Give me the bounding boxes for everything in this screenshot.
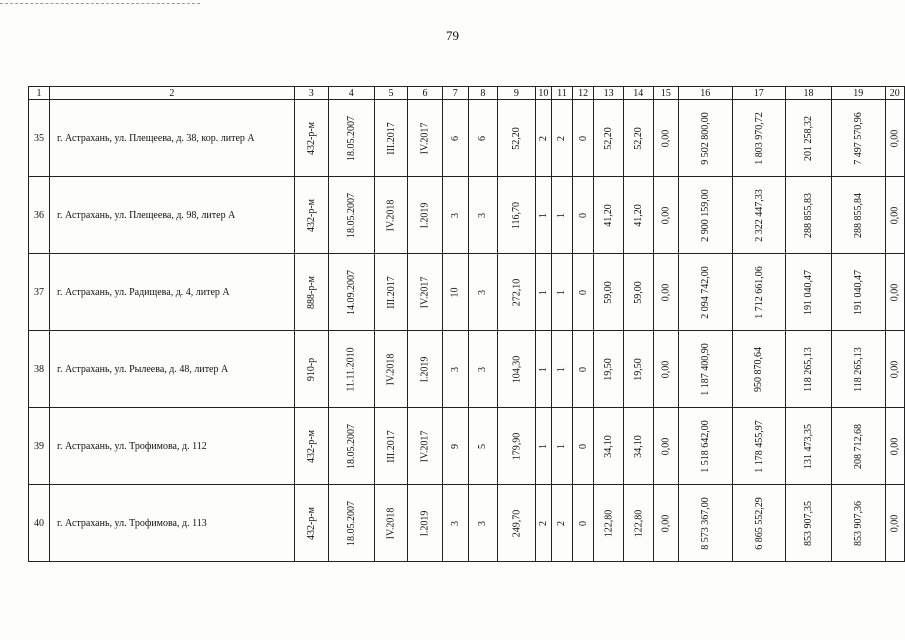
cell-c16 bbox=[679, 485, 733, 562]
cell-value-q1: III.2017 bbox=[385, 275, 397, 309]
column-number-13: 13 bbox=[594, 87, 623, 100]
cell-value-c8: 3 bbox=[477, 520, 489, 526]
cell-value-doc: 888-р-м bbox=[305, 275, 317, 309]
cell-value-c11: 1 bbox=[556, 443, 568, 449]
cell-value-c10: 2 bbox=[537, 135, 549, 141]
cell-value-c19: 191 040,47 bbox=[852, 269, 864, 315]
cell-c14 bbox=[623, 331, 653, 408]
column-number-19: 19 bbox=[832, 87, 886, 100]
cell-doc bbox=[294, 254, 328, 331]
cell-c9 bbox=[498, 177, 536, 254]
cell-value-q1: IV.2018 bbox=[385, 199, 397, 231]
cell-value-q1: III.2017 bbox=[385, 429, 397, 463]
cell-doc bbox=[294, 177, 328, 254]
cell-c12 bbox=[572, 408, 594, 485]
cell-value-c14: 122,80 bbox=[632, 509, 644, 537]
cell-c7 bbox=[442, 254, 468, 331]
row-number: 36 bbox=[29, 177, 50, 254]
cell-q2 bbox=[408, 408, 443, 485]
cell-value-c17: 1 712 661,06 bbox=[753, 265, 765, 319]
row-number: 40 bbox=[29, 485, 50, 562]
scan-edge-rule bbox=[0, 3, 200, 4]
cell-c19 bbox=[832, 254, 886, 331]
column-number-15: 15 bbox=[653, 87, 678, 100]
cell-value-c18: 201 258,32 bbox=[803, 115, 814, 161]
cell-value-doc: 432-р-м bbox=[305, 429, 317, 463]
cell-value-c11: 1 bbox=[556, 212, 568, 218]
cell-value-c12: 0 bbox=[577, 212, 589, 218]
cell-c15 bbox=[653, 254, 678, 331]
cell-value-c8: 3 bbox=[477, 289, 489, 295]
column-number-8: 8 bbox=[468, 87, 498, 100]
table-row bbox=[29, 254, 905, 331]
cell-value-c14: 41,20 bbox=[632, 203, 644, 227]
column-number-4: 4 bbox=[328, 87, 374, 100]
cell-q2 bbox=[408, 100, 443, 177]
cell-value-c7: 3 bbox=[449, 520, 461, 526]
column-number-9: 9 bbox=[498, 87, 536, 100]
cell-value-date: 14.09.2007 bbox=[345, 269, 357, 315]
cell-c15 bbox=[653, 331, 678, 408]
cell-c17 bbox=[732, 485, 786, 562]
column-number-12: 12 bbox=[572, 87, 594, 100]
cell-c7 bbox=[442, 100, 468, 177]
cell-q1 bbox=[374, 177, 408, 254]
cell-date bbox=[328, 100, 374, 177]
address-cell: г. Астрахань, ул. Плещеева, д. 98, литер А bbox=[50, 177, 295, 254]
cell-q1 bbox=[374, 254, 408, 331]
cell-c14 bbox=[623, 254, 653, 331]
cell-value-c7: 3 bbox=[449, 366, 461, 372]
table-row bbox=[29, 408, 905, 485]
cell-value-c18: 131 473,35 bbox=[803, 423, 814, 469]
cell-value-c18: 853 907,35 bbox=[803, 500, 814, 546]
column-number-6: 6 bbox=[408, 87, 443, 100]
cell-c17 bbox=[732, 331, 786, 408]
cell-c11 bbox=[551, 254, 572, 331]
cell-c18 bbox=[786, 254, 832, 331]
cell-value-c11: 1 bbox=[556, 366, 568, 372]
cell-value-c20: 0,00 bbox=[889, 206, 901, 224]
cell-value-c12: 0 bbox=[577, 366, 589, 372]
cell-c18 bbox=[786, 331, 832, 408]
cell-value-c18: 118 265,13 bbox=[802, 346, 814, 392]
cell-q1 bbox=[374, 485, 408, 562]
cell-c20 bbox=[885, 254, 905, 331]
cell-c13 bbox=[594, 331, 623, 408]
cell-value-c18: 288 855,83 bbox=[803, 192, 814, 238]
cell-value-c14: 34,10 bbox=[632, 434, 644, 458]
cell-value-q1: III.2017 bbox=[385, 121, 397, 155]
cell-c13 bbox=[594, 100, 623, 177]
cell-c12 bbox=[572, 177, 594, 254]
table-row bbox=[29, 331, 905, 408]
cell-value-c10: 1 bbox=[537, 443, 549, 449]
cell-c13 bbox=[594, 485, 623, 562]
cell-q2 bbox=[408, 177, 443, 254]
cell-c16 bbox=[679, 254, 733, 331]
cell-q2 bbox=[408, 331, 443, 408]
cell-c11 bbox=[551, 485, 572, 562]
cell-value-c19: 208 712,68 bbox=[852, 423, 864, 469]
cell-c8 bbox=[468, 177, 498, 254]
cell-c8 bbox=[468, 485, 498, 562]
cell-value-c13: 122,80 bbox=[603, 509, 615, 537]
cell-value-c7: 3 bbox=[449, 212, 461, 218]
cell-value-c16: 2 900 159,00 bbox=[699, 188, 711, 242]
cell-value-c17: 2 322 447,33 bbox=[753, 188, 765, 242]
cell-c20 bbox=[885, 408, 905, 485]
cell-value-q1: IV.2018 bbox=[385, 507, 397, 539]
cell-value-c7: 6 bbox=[449, 135, 461, 141]
cell-value-c16: 9 502 800,00 bbox=[699, 111, 711, 165]
cell-value-c19: 853 907,36 bbox=[852, 500, 864, 546]
cell-value-c12: 0 bbox=[577, 135, 589, 141]
address-cell: г. Астрахань, ул. Рылеева, д. 48, литер А bbox=[50, 331, 295, 408]
cell-value-c20: 0,00 bbox=[889, 514, 901, 532]
cell-c17 bbox=[732, 408, 786, 485]
cell-value-c17: 950 870,64 bbox=[753, 346, 765, 392]
cell-value-c15: 0,00 bbox=[660, 206, 672, 224]
page-number: 79 bbox=[446, 28, 459, 43]
cell-c18 bbox=[786, 100, 832, 177]
address-cell: г. Астрахань, ул. Плещеева, д. 38, кор. литер А bbox=[50, 100, 295, 177]
cell-value-c17: 1 803 970,72 bbox=[753, 111, 765, 165]
cell-value-c13: 41,20 bbox=[603, 203, 615, 227]
cell-value-c17: 6 865 552,29 bbox=[753, 496, 765, 550]
cell-c7 bbox=[442, 331, 468, 408]
cell-value-c18: 191 040,47 bbox=[803, 269, 814, 315]
cell-value-c9: 104,30 bbox=[510, 355, 522, 383]
cell-c18 bbox=[786, 177, 832, 254]
cell-c7 bbox=[442, 177, 468, 254]
column-number-17: 17 bbox=[732, 87, 786, 100]
cell-value-c20: 0,00 bbox=[889, 129, 901, 147]
cell-value-c10: 1 bbox=[537, 366, 549, 372]
column-number-11: 11 bbox=[551, 87, 572, 100]
cell-c14 bbox=[623, 485, 653, 562]
row-number: 35 bbox=[29, 100, 50, 177]
cell-c9 bbox=[498, 331, 536, 408]
cell-value-c19: 7 497 570,96 bbox=[852, 111, 864, 165]
cell-value-c20: 0,00 bbox=[889, 437, 901, 455]
cell-value-c15: 0,00 bbox=[660, 514, 672, 532]
cell-value-c15: 0,00 bbox=[660, 129, 672, 147]
cell-c10 bbox=[535, 100, 551, 177]
cell-c11 bbox=[551, 177, 572, 254]
cell-c14 bbox=[623, 100, 653, 177]
cell-c13 bbox=[594, 177, 623, 254]
cell-value-c15: 0,00 bbox=[660, 360, 672, 378]
cell-value-c12: 0 bbox=[577, 443, 589, 449]
cell-value-c20: 0,00 bbox=[889, 360, 901, 378]
cell-value-c13: 34,10 bbox=[603, 434, 615, 458]
cell-q1 bbox=[374, 408, 408, 485]
cell-value-c16: 8 573 367,00 bbox=[699, 496, 711, 550]
cell-c12 bbox=[572, 485, 594, 562]
cell-value-doc: 432-р-м bbox=[305, 121, 317, 155]
cell-c19 bbox=[832, 331, 886, 408]
address-cell: г. Астрахань, ул. Радищева, д. 4, литер А bbox=[50, 254, 295, 331]
cell-c9 bbox=[498, 485, 536, 562]
cell-value-c9: 249,70 bbox=[510, 509, 522, 537]
cell-value-c8: 6 bbox=[477, 135, 489, 141]
cell-c15 bbox=[653, 485, 678, 562]
cell-q2 bbox=[408, 254, 443, 331]
table-row bbox=[29, 100, 905, 177]
cell-value-date: 18.05.2007 bbox=[345, 423, 357, 469]
cell-c17 bbox=[732, 177, 786, 254]
cell-value-c14: 19,50 bbox=[632, 357, 644, 381]
cell-c10 bbox=[535, 408, 551, 485]
cell-c15 bbox=[653, 408, 678, 485]
cell-value-c7: 9 bbox=[449, 443, 461, 449]
cell-value-c7: 10 bbox=[449, 287, 461, 297]
cell-c18 bbox=[786, 485, 832, 562]
cell-c8 bbox=[468, 100, 498, 177]
cell-value-c16: 1 187 400,90 bbox=[699, 342, 711, 396]
cell-value-c11: 2 bbox=[556, 135, 568, 141]
address-cell: г. Астрахань, ул. Трофимова, д. 112 bbox=[50, 408, 295, 485]
cell-value-q1: IV.2018 bbox=[385, 353, 397, 385]
cell-c12 bbox=[572, 331, 594, 408]
cell-value-q2: I.2019 bbox=[419, 356, 431, 382]
cell-c16 bbox=[679, 331, 733, 408]
cell-c19 bbox=[832, 177, 886, 254]
cell-date bbox=[328, 177, 374, 254]
cell-c7 bbox=[442, 408, 468, 485]
cell-c10 bbox=[535, 485, 551, 562]
address-cell: г. Астрахань, ул. Трофимова, д. 113 bbox=[50, 485, 295, 562]
cell-doc bbox=[294, 485, 328, 562]
cell-value-c12: 0 bbox=[577, 520, 589, 526]
cell-value-c13: 19,50 bbox=[603, 357, 615, 381]
cell-value-q2: IV.2017 bbox=[419, 122, 431, 154]
cell-value-date: 18.05.2007 bbox=[345, 115, 357, 161]
cell-c19 bbox=[832, 100, 886, 177]
column-number-1: 1 bbox=[29, 87, 50, 100]
table-body bbox=[29, 87, 905, 562]
cell-value-c8: 3 bbox=[477, 366, 489, 372]
cell-c16 bbox=[679, 177, 733, 254]
cell-c19 bbox=[832, 485, 886, 562]
cell-value-date: 18.05.2007 bbox=[345, 192, 357, 238]
cell-value-c8: 3 bbox=[477, 212, 489, 218]
cell-c14 bbox=[623, 408, 653, 485]
cell-c13 bbox=[594, 408, 623, 485]
cell-value-c16: 2 094 742,00 bbox=[699, 265, 711, 319]
column-number-2: 2 bbox=[50, 87, 295, 100]
cell-c10 bbox=[535, 254, 551, 331]
cell-value-c20: 0,00 bbox=[889, 283, 901, 301]
cell-c20 bbox=[885, 100, 905, 177]
cell-value-c15: 0,00 bbox=[660, 437, 672, 455]
housing-table bbox=[28, 86, 905, 562]
cell-c11 bbox=[551, 331, 572, 408]
row-number: 38 bbox=[29, 331, 50, 408]
cell-value-c9: 116,70 bbox=[510, 201, 522, 229]
cell-value-c12: 0 bbox=[577, 289, 589, 295]
cell-value-c14: 59,00 bbox=[632, 280, 644, 304]
cell-c19 bbox=[832, 408, 886, 485]
cell-c15 bbox=[653, 177, 678, 254]
cell-c17 bbox=[732, 100, 786, 177]
column-number-3: 3 bbox=[294, 87, 328, 100]
cell-value-q2: IV.2017 bbox=[419, 276, 431, 308]
cell-value-date: 11.11.2010 bbox=[345, 346, 357, 392]
column-number-7: 7 bbox=[442, 87, 468, 100]
cell-c7 bbox=[442, 485, 468, 562]
column-number-10: 10 bbox=[535, 87, 551, 100]
cell-value-c8: 5 bbox=[477, 443, 489, 449]
cell-c12 bbox=[572, 254, 594, 331]
cell-c16 bbox=[679, 408, 733, 485]
cell-value-c9: 179,90 bbox=[510, 432, 522, 460]
cell-c9 bbox=[498, 100, 536, 177]
column-number-5: 5 bbox=[374, 87, 408, 100]
cell-value-c14: 52,20 bbox=[632, 126, 644, 150]
cell-c11 bbox=[551, 408, 572, 485]
cell-c10 bbox=[535, 177, 551, 254]
cell-value-c13: 59,00 bbox=[603, 280, 615, 304]
cell-c11 bbox=[551, 100, 572, 177]
cell-c14 bbox=[623, 177, 653, 254]
column-number-16: 16 bbox=[679, 87, 733, 100]
cell-value-c19: 118 265,13 bbox=[852, 346, 864, 392]
cell-c8 bbox=[468, 331, 498, 408]
cell-value-c10: 1 bbox=[537, 212, 549, 218]
cell-doc bbox=[294, 100, 328, 177]
table-row bbox=[29, 177, 905, 254]
cell-value-c13: 52,20 bbox=[603, 126, 615, 150]
cell-value-c11: 1 bbox=[556, 289, 568, 295]
cell-date bbox=[328, 408, 374, 485]
cell-date bbox=[328, 331, 374, 408]
cell-c17 bbox=[732, 254, 786, 331]
cell-c20 bbox=[885, 485, 905, 562]
cell-c20 bbox=[885, 177, 905, 254]
cell-value-doc: 432-р-м bbox=[305, 198, 317, 232]
cell-value-c19: 288 855,84 bbox=[852, 192, 864, 238]
cell-c10 bbox=[535, 331, 551, 408]
cell-c9 bbox=[498, 254, 536, 331]
cell-c16 bbox=[679, 100, 733, 177]
cell-value-q2: I.2019 bbox=[419, 510, 431, 536]
column-number-20: 20 bbox=[885, 87, 905, 100]
cell-c12 bbox=[572, 100, 594, 177]
row-number: 37 bbox=[29, 254, 50, 331]
cell-value-c9: 272,10 bbox=[510, 278, 522, 306]
cell-c13 bbox=[594, 254, 623, 331]
cell-q2 bbox=[408, 485, 443, 562]
table-row bbox=[29, 485, 905, 562]
cell-value-c10: 1 bbox=[537, 289, 549, 295]
cell-date bbox=[328, 254, 374, 331]
cell-value-c17: 1 178 455,97 bbox=[753, 419, 765, 473]
cell-c15 bbox=[653, 100, 678, 177]
cell-c9 bbox=[498, 408, 536, 485]
column-number-14: 14 bbox=[623, 87, 653, 100]
cell-doc bbox=[294, 408, 328, 485]
cell-value-c10: 2 bbox=[537, 520, 549, 526]
cell-value-doc: 432-р-м bbox=[305, 506, 317, 540]
cell-date bbox=[328, 485, 374, 562]
cell-c8 bbox=[468, 254, 498, 331]
cell-c18 bbox=[786, 408, 832, 485]
column-number-row bbox=[29, 87, 905, 100]
cell-q1 bbox=[374, 331, 408, 408]
cell-doc bbox=[294, 331, 328, 408]
cell-value-c11: 2 bbox=[556, 520, 568, 526]
cell-c8 bbox=[468, 408, 498, 485]
cell-value-c16: 1 518 642,00 bbox=[699, 419, 711, 473]
column-number-18: 18 bbox=[786, 87, 832, 100]
cell-value-c9: 52,20 bbox=[510, 126, 522, 150]
cell-value-date: 18.05.2007 bbox=[345, 500, 357, 546]
cell-q1 bbox=[374, 100, 408, 177]
cell-value-doc: 910-р bbox=[305, 357, 317, 381]
cell-value-c15: 0,00 bbox=[660, 283, 672, 301]
cell-value-q2: I.2019 bbox=[419, 202, 431, 228]
row-number: 39 bbox=[29, 408, 50, 485]
cell-c20 bbox=[885, 331, 905, 408]
cell-value-q2: IV.2017 bbox=[419, 430, 431, 462]
